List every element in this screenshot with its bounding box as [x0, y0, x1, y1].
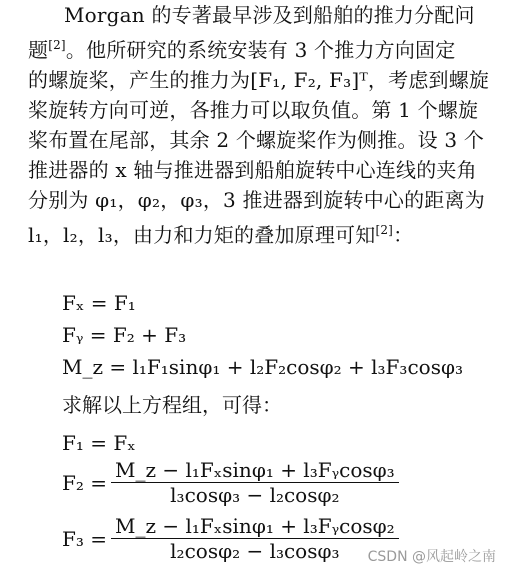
para-line-8a: l₁，l₂，l₃，由力和力矩的叠加原理可知 [28, 223, 376, 247]
equation-fy: Fᵧ = F₂ + F₃ [62, 323, 187, 347]
para-line-1: Morgan 的专著最早涉及到船舶的推力分配问 [64, 3, 475, 27]
solve-label: 求解以上方程组，可得： [62, 393, 282, 417]
equation-f2 [62, 458, 399, 507]
fraction-f2-numerator: M_z − l₁Fₓsinφ₁ + l₃Fᵧcosφ₃ [115, 458, 395, 482]
equation-fx: Fₓ = F₁ [62, 291, 136, 315]
para-line-4: 桨旋转方向可逆，各推力可以取负值。第 1 个螺旋 [28, 98, 479, 122]
para-line-8b: ： [393, 223, 414, 247]
para-line-5: 桨布置在尾部，其余 2 个螺旋桨作为侧推。设 3 个 [28, 128, 485, 152]
fraction-f3-numerator: M_z − l₁Fₓsinφ₁ + l₃Fᵧcosφ₂ [115, 514, 395, 538]
citation-ref-1: [2] [48, 38, 66, 52]
para-line-7: 分别为 φ₁，φ₂，φ₃，3 推进器到旋转中心的距离为 [28, 188, 485, 212]
fraction-f2-denominator: l₃cosφ₃ − l₂cosφ₂ [170, 483, 340, 507]
para-line-2 [28, 30, 498, 65]
para-line-2a: 题 [28, 38, 49, 62]
equation-f3 [62, 514, 399, 563]
citation-ref-2: [2] [375, 223, 394, 237]
equation-f2-lhs: F₂ = [62, 470, 108, 495]
equation-mz: M_z = l₁F₁sinφ₁ + l₂F₂cosφ₂ + l₃F₃cosφ₃ [62, 355, 463, 379]
para-line-3: 的螺旋桨，产生的推力为[F₁, F₂, F₃]ᵀ，考虑到螺旋 [28, 68, 490, 92]
body-paragraph [28, 0, 498, 250]
fraction-f3 [111, 514, 399, 563]
fraction-f2 [111, 458, 399, 507]
watermark: CSDN @风起岭之南 [367, 549, 496, 565]
para-line-8 [28, 215, 498, 250]
para-line-6: 推进器的 x 轴与推进器到船舶旋转中心连线的夹角 [28, 158, 477, 182]
para-line-2b: 。他所研究的系统安装有 3 个推力方向固定 [65, 38, 456, 62]
equation-f3-lhs: F₃ = [62, 526, 108, 551]
equation-f1: F₁ = Fₓ [62, 431, 136, 455]
fraction-f3-denominator: l₂cosφ₂ − l₃cosφ₃ [170, 539, 340, 563]
